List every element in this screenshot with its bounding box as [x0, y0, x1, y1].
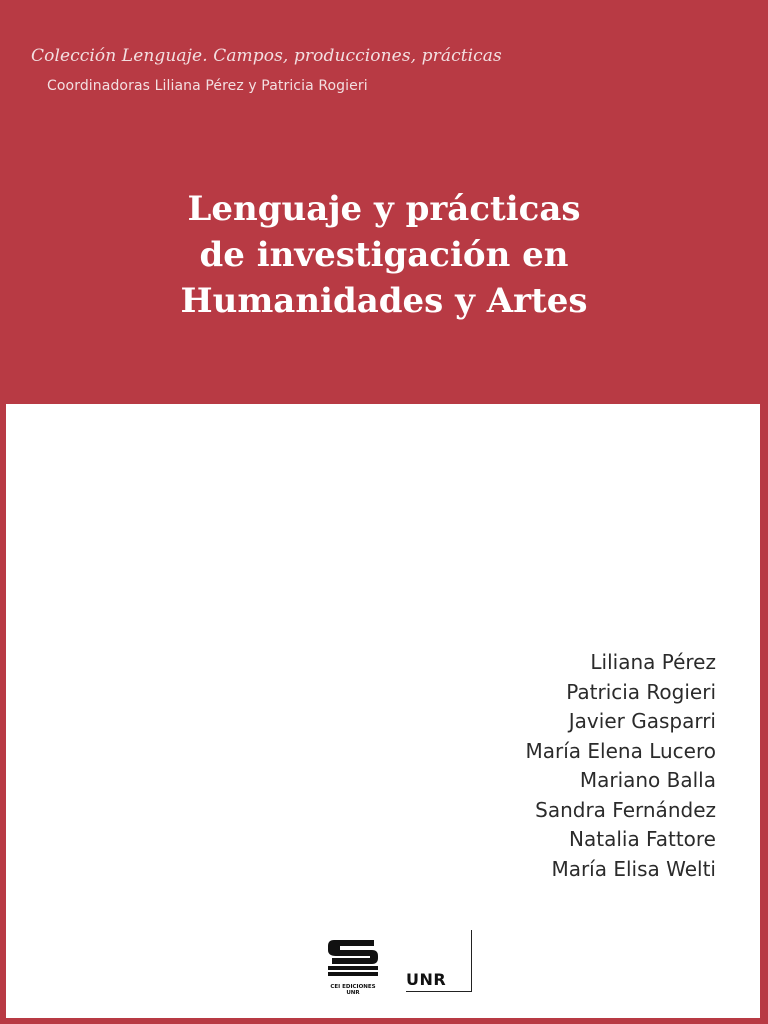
unr-logo-rule — [406, 991, 472, 992]
author-name: Natalia Fattore — [569, 827, 716, 851]
cei-logo-text-line-2: UNR — [346, 990, 360, 996]
cei-ediciones-logo — [326, 938, 380, 996]
author-name: Liliana Pérez — [590, 650, 716, 674]
author-name: María Elena Lucero — [525, 738, 716, 763]
cei-logo-text-line-1: CEI EDICIONES — [330, 984, 376, 990]
author-name: Sandra Fernández — [535, 797, 716, 822]
cei-logo-text — [326, 984, 380, 996]
publisher-logos — [326, 930, 476, 996]
unr-logo-label: UNR — [406, 970, 447, 989]
author-name: María Elisa Welti — [551, 856, 716, 881]
title-line-2: de investigación en — [199, 235, 569, 275]
coordinators-line: Coordinadoras Liliana Pérez y Patricia Rogieri — [47, 78, 368, 94]
title-line-3: Humanidades y Artes — [180, 281, 588, 321]
author-name: Mariano Balla — [579, 768, 716, 792]
title-line-1: Lenguaje y prácticas — [187, 189, 581, 229]
authors-list — [526, 648, 716, 884]
author-name: Patricia Rogieri — [566, 679, 716, 704]
collection-name: Colección Lenguaje. Campos, producciones, prácticas — [31, 46, 502, 66]
cei-logo-icon — [326, 938, 380, 978]
author-name: Javier Gasparri — [568, 709, 716, 733]
unr-logo — [406, 930, 472, 992]
book-title — [0, 186, 768, 324]
